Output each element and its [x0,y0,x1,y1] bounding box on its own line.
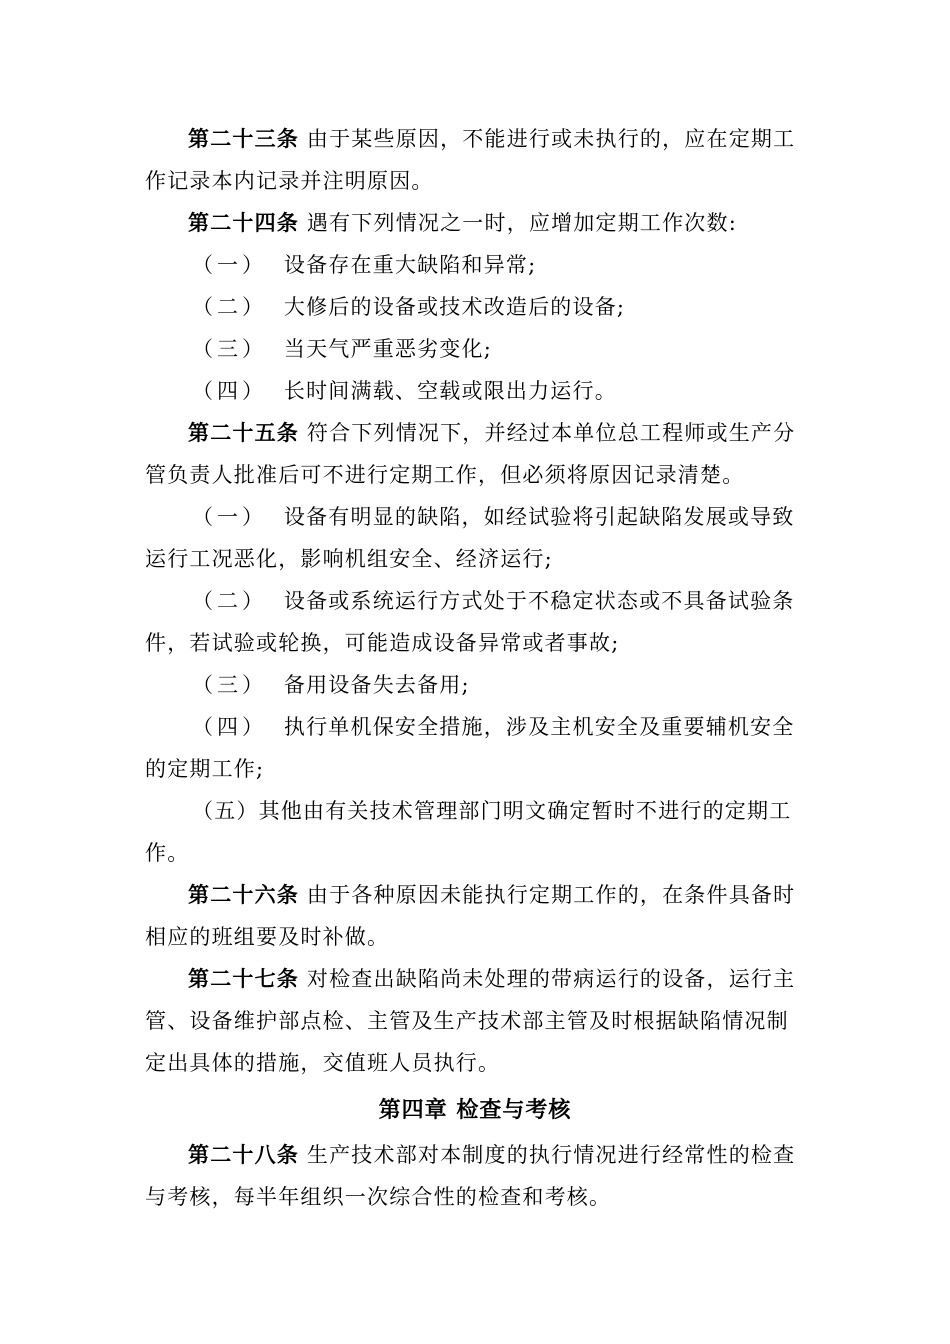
article-24-item-1 [192,255,536,276]
article-28-line-1 [188,1145,795,1166]
article-27-line-2: 管、设备维护部点检、主管及生产技术部主管及时根据缺陷情况制 [145,1009,789,1033]
article-24-text: 遇有下列情况之一时，应增加定期工作次数: [306,211,737,235]
item-number: （四） [192,715,267,739]
article-27-label: 第二十七条 [188,967,299,991]
article-25-line-1 [188,423,795,444]
article-25-item-4-cont: 的定期工作; [145,757,265,781]
article-23-text: 由于某些原因，不能进行或未执行的，应在定期工 [306,127,796,151]
article-28-line-2: 与考核，每半年组织一次综合性的检查和考核。 [145,1185,612,1209]
article-25-line-2: 管负责人批准后可不进行定期工作，但必须将原因记录清楚。 [145,463,745,487]
item-text: 执行单机保安全措施，涉及主机安全及重要辅机安全 [283,715,795,739]
item-text: 设备存在重大缺陷和异常; [283,253,537,277]
article-26-label: 第二十六条 [188,883,299,907]
article-25-item-1-cont: 运行工况恶化，影响机组安全、经济运行; [145,547,553,571]
article-25-item-2 [192,591,795,612]
item-text: 当天气严重恶劣变化; [283,337,492,361]
article-24-item-3 [192,339,492,360]
article-24-item-2 [192,297,625,318]
item-text: 设备或系统运行方式处于不稳定状态或不具备试验条 [283,589,795,613]
article-25-item-4 [192,717,795,738]
article-23-line-2: 作记录本内记录并注明原因。 [145,169,434,193]
item-number: （三） [192,337,267,361]
article-26-line-2: 相应的班组要及时补做。 [145,925,390,949]
article-28-label: 第二十八条 [188,1143,299,1167]
item-number: （四） [192,379,267,403]
item-text: 设备有明显的缺陷，如经试验将引起缺陷发展或导致 [283,505,795,529]
article-24-item-4 [192,381,617,402]
item-number: （三） [192,673,267,697]
article-26-text: 由于各种原因未能执行定期工作的，在条件具备时 [306,883,796,907]
article-26-line-1 [188,885,795,906]
article-27-line-3: 定出具体的措施，交值班人员执行。 [145,1051,501,1075]
article-25-item-5-cont: 作。 [145,841,190,865]
article-25-label: 第二十五条 [188,421,299,445]
article-27-text: 对检查出缺陷尚未处理的带病运行的设备，运行主 [306,967,796,991]
article-24-line-1 [188,213,737,234]
item-text: 长时间满载、空载或限出力运行。 [283,379,617,403]
article-27-line-1 [188,969,795,990]
item-number: （二） [192,295,267,319]
item-number: （一） [192,253,267,277]
item-number: （一） [192,505,267,529]
article-23-line-1 [188,129,795,150]
item-text: 备用设备失去备用; [283,673,470,697]
article-23-label: 第二十三条 [188,127,299,151]
chapter-title: 第四章 检查与考核 [378,1098,572,1123]
article-25-item-3 [192,675,470,696]
article-28-text: 生产技术部对本制度的执行情况进行经常性的检查 [306,1143,796,1167]
article-24-label: 第二十四条 [188,211,299,235]
article-25-text: 符合下列情况下，并经过本单位总工程师或生产分 [306,421,796,445]
item-number: （二） [192,589,267,613]
article-25-item-2-cont: 件，若试验或轮换，可能造成设备异常或者事故; [145,631,620,655]
article-25-item-5: （五）其他由有关技术管理部门明文确定暂时不进行的定期工 [192,799,792,823]
item-text: 大修后的设备或技术改造后的设备; [283,295,626,319]
article-25-item-1 [192,507,795,528]
